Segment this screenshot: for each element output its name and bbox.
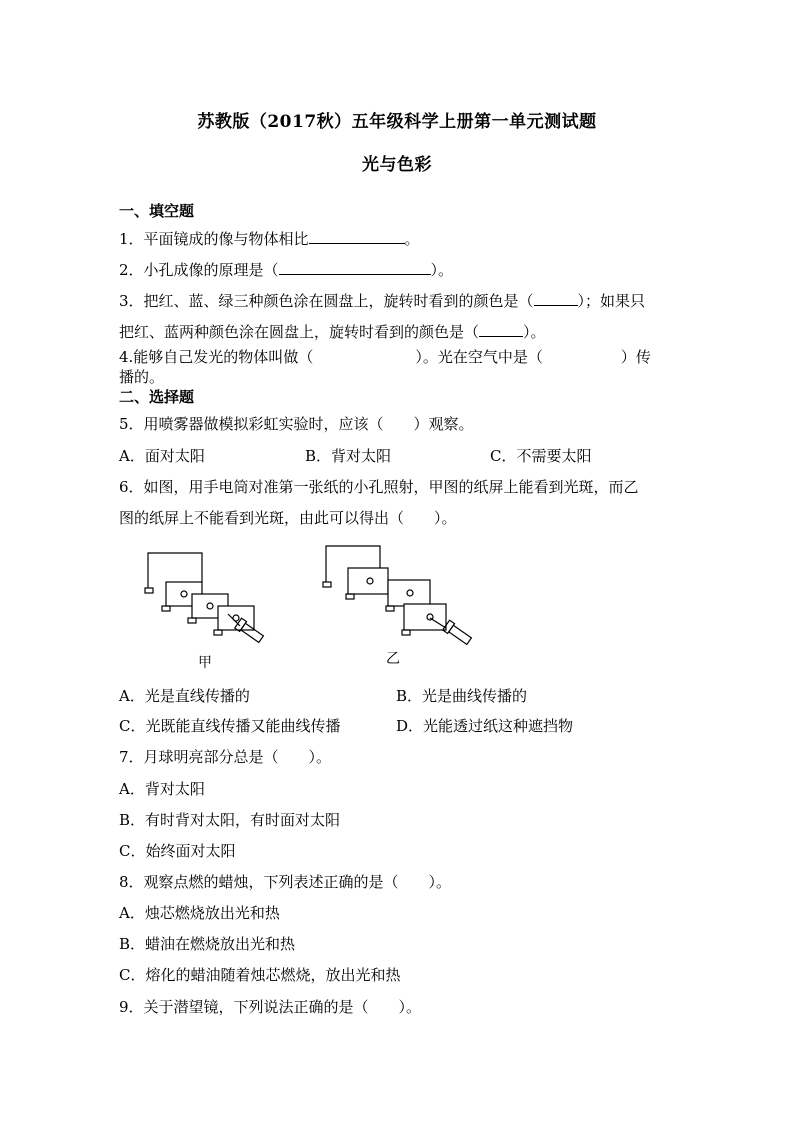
paper-screen: [404, 604, 446, 630]
question-3-line-1: 3．把红、蓝、绿三种颜色涂在圆盘上，旋转时看到的颜色是（ ）；如果只: [119, 292, 646, 310]
figure-jia-diagram: [140, 548, 280, 648]
flashlight-icon: [443, 620, 473, 646]
question-5-option-b[interactable]: B．背对太阳: [305, 447, 392, 465]
question-6-option-a[interactable]: A．光是直线传播的: [119, 687, 250, 705]
stand: [162, 606, 170, 611]
answer-blank[interactable]: [279, 260, 431, 275]
page-subtitle: 光与色彩: [362, 155, 432, 175]
question-4-line-1: 4.能够自己发光的物体叫做（ ）。光在空气中是（ ）传: [119, 348, 651, 366]
stand: [214, 630, 222, 635]
question-1: 1．平面镜成的像与物体相比 。: [119, 230, 420, 248]
answer-blank[interactable]: [479, 322, 523, 337]
question-2-text: 2．小孔成像的原理是（: [119, 261, 279, 279]
question-7-option-b[interactable]: B．有时背对太阳，有时面对太阳: [119, 811, 341, 829]
question-5-option-a[interactable]: A．面对太阳: [119, 447, 205, 465]
stand: [188, 618, 196, 623]
question-7-option-a[interactable]: A．背对太阳: [119, 780, 205, 798]
question-6-line-2: 图的纸屏上不能看到光斑，由此可以得出（ ）。: [119, 509, 457, 527]
question-8-option-c[interactable]: C．熔化的蜡油随着烛芯燃烧，放出光和热: [119, 966, 401, 984]
section-heading-fill-in: 一、填空题: [119, 202, 195, 220]
question-2: 2．小孔成像的原理是（ ）。: [119, 261, 454, 279]
stand: [346, 594, 354, 599]
figure-label-yi: 乙: [386, 651, 400, 667]
stand: [402, 630, 410, 635]
question-3-text: 3．把红、蓝、绿三种颜色涂在圆盘上，旋转时看到的颜色是（: [119, 292, 534, 310]
paper-screen: [348, 568, 388, 594]
section-heading-choice: 二、选择题: [119, 388, 195, 406]
stand: [386, 606, 394, 611]
stand: [145, 588, 153, 593]
question-8-option-a[interactable]: A．烛芯燃烧放出光和热: [119, 904, 280, 922]
figure-yi-diagram: [318, 540, 478, 665]
question-3-line-2: 把红、蓝两种颜色涂在圆盘上，旋转时看到的颜色是（ ）。: [119, 323, 546, 341]
question-6-line-1: 6．如图，用手电筒对准第一张纸的小孔照射，甲图的纸屏上能看到光斑，而乙: [119, 478, 639, 496]
question-1-text: 1．平面镜成的像与物体相比: [119, 230, 309, 248]
question-7: 7．月球明亮部分总是（ ）。: [119, 748, 332, 766]
answer-blank[interactable]: [534, 291, 578, 306]
question-4-line-2: 播的。: [119, 368, 165, 386]
paper-screen: [388, 580, 430, 606]
question-6-option-d[interactable]: D．光能透过纸这种遮挡物: [396, 717, 574, 735]
question-8: 8．观察点燃的蜡烛，下列表述正确的是（ ）。: [119, 873, 452, 891]
question-5: 5．用喷雾器做模拟彩虹实验时，应该（ ）观察。: [119, 415, 474, 433]
question-6-option-c[interactable]: C．光既能直线传播又能曲线传播: [119, 717, 341, 735]
figure-label-jia: 甲: [198, 655, 212, 671]
question-5-option-c[interactable]: C．不需要太阳: [490, 447, 592, 465]
question-4-text: 4.能够自己发光的物体叫做（: [119, 348, 314, 366]
question-7-option-c[interactable]: C．始终面对太阳: [119, 842, 236, 860]
question-6-option-b[interactable]: B．光是曲线传播的: [396, 687, 528, 705]
question-9: 9．关于潜望镜，下列说法正确的是（ ）。: [119, 998, 422, 1016]
page-title: 苏教版（2017秋）五年级科学上册第一单元测试题: [197, 112, 597, 132]
question-8-option-b[interactable]: B．蜡油在燃烧放出光和热: [119, 935, 296, 953]
stand: [323, 582, 331, 587]
answer-blank[interactable]: [309, 229, 405, 244]
